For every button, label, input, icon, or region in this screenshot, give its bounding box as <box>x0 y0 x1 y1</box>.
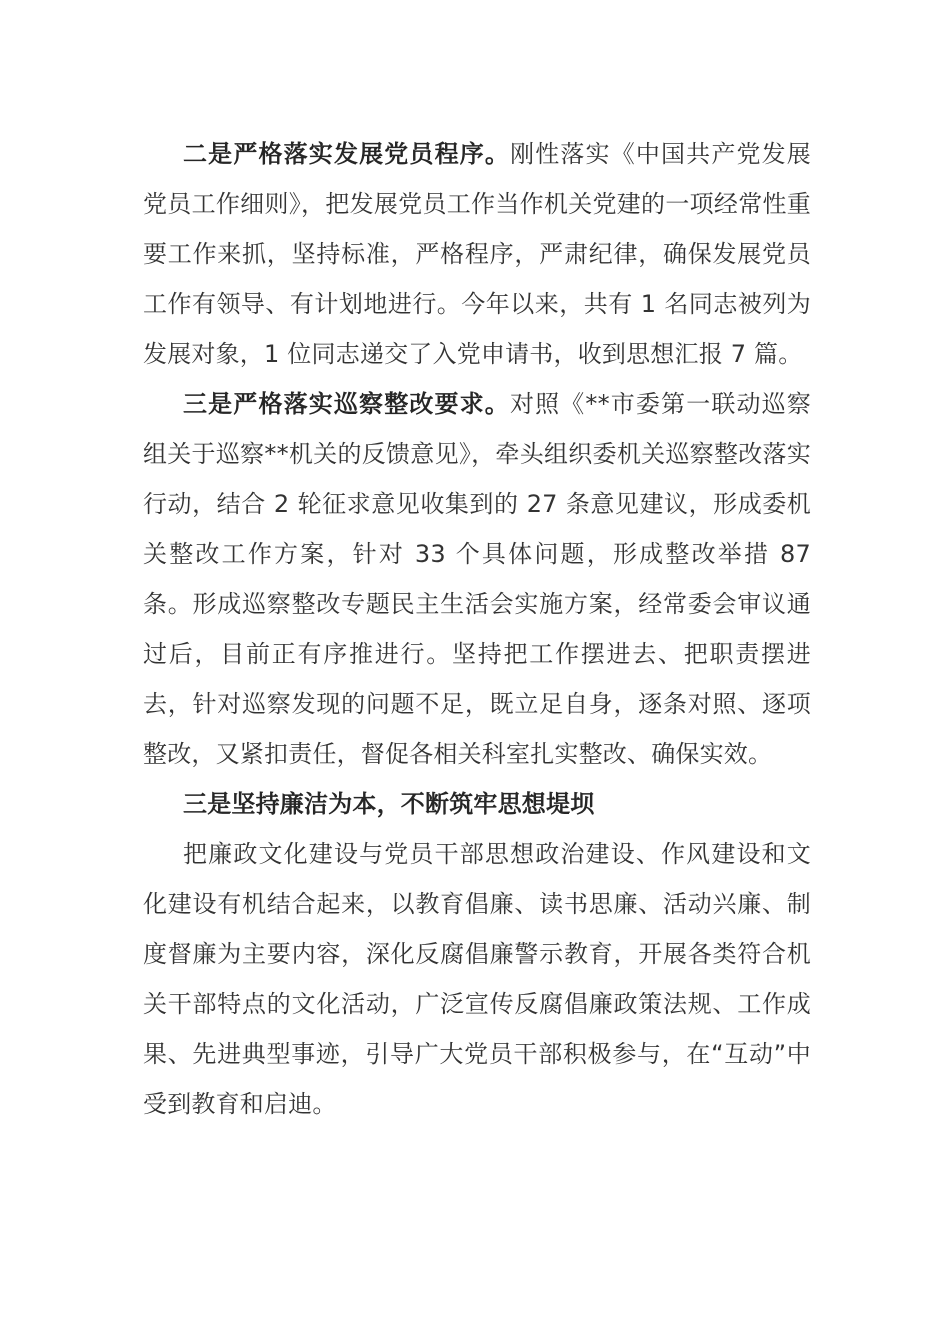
paragraph-party-member-development <box>143 129 811 379</box>
document-body <box>143 129 811 1129</box>
paragraph-lead: 二是严格落实发展党员程序。 <box>183 140 511 168</box>
paragraph-inspection-rectification <box>143 379 811 779</box>
paragraph-text: 对照《**市委第一联动巡察组关于巡察**机关的反馈意见》，牵头组织委机关巡察整改落实行动，结合 2 轮征求意见收集到的 27 条意见建议，形成委机关整改工作方案，针对 33 个具体问题，形成整改举措 87 条。形成巡察整改专题民主生活会实施方案，经常委会审议通过后，目前正有序推进行。坚持把工作摆进去、把职责摆进去，针对巡察发现的问题不足，既立足自身，逐条对照、逐项整改，又紧扣责任，督促各相关科室扎实整改、确保实效。 <box>143 390 811 768</box>
section-heading: 三是坚持廉洁为本，不断筑牢思想堤坝 <box>183 790 595 818</box>
paragraph-text: 刚性落实《中国共产党发展党员工作细则》，把发展党员工作当作机关党建的一项经常性重要工作来抓，坚持标准，严格程序，严肃纪律，确保发展党员工作有领导、有计划地进行。今年以来，共有 1 名同志被列为发展对象，1 位同志递交了入党申请书，收到思想汇报 7 篇。 <box>143 140 811 368</box>
paragraph-integrity-culture <box>143 829 811 1129</box>
paragraph-text: 把廉政文化建设与党员干部思想政治建设、作风建设和文化建设有机结合起来，以教育倡廉、读书思廉、活动兴廉、制度督廉为主要内容，深化反腐倡廉警示教育，开展各类符合机关干部特点的文化活动，广泛宣传反腐倡廉政策法规、工作成果、先进典型事迹，引导广大党员干部积极参与，在“互动”中受到教育和启迪。 <box>143 840 811 1118</box>
paragraph-lead: 三是严格落实巡察整改要求。 <box>183 390 510 418</box>
